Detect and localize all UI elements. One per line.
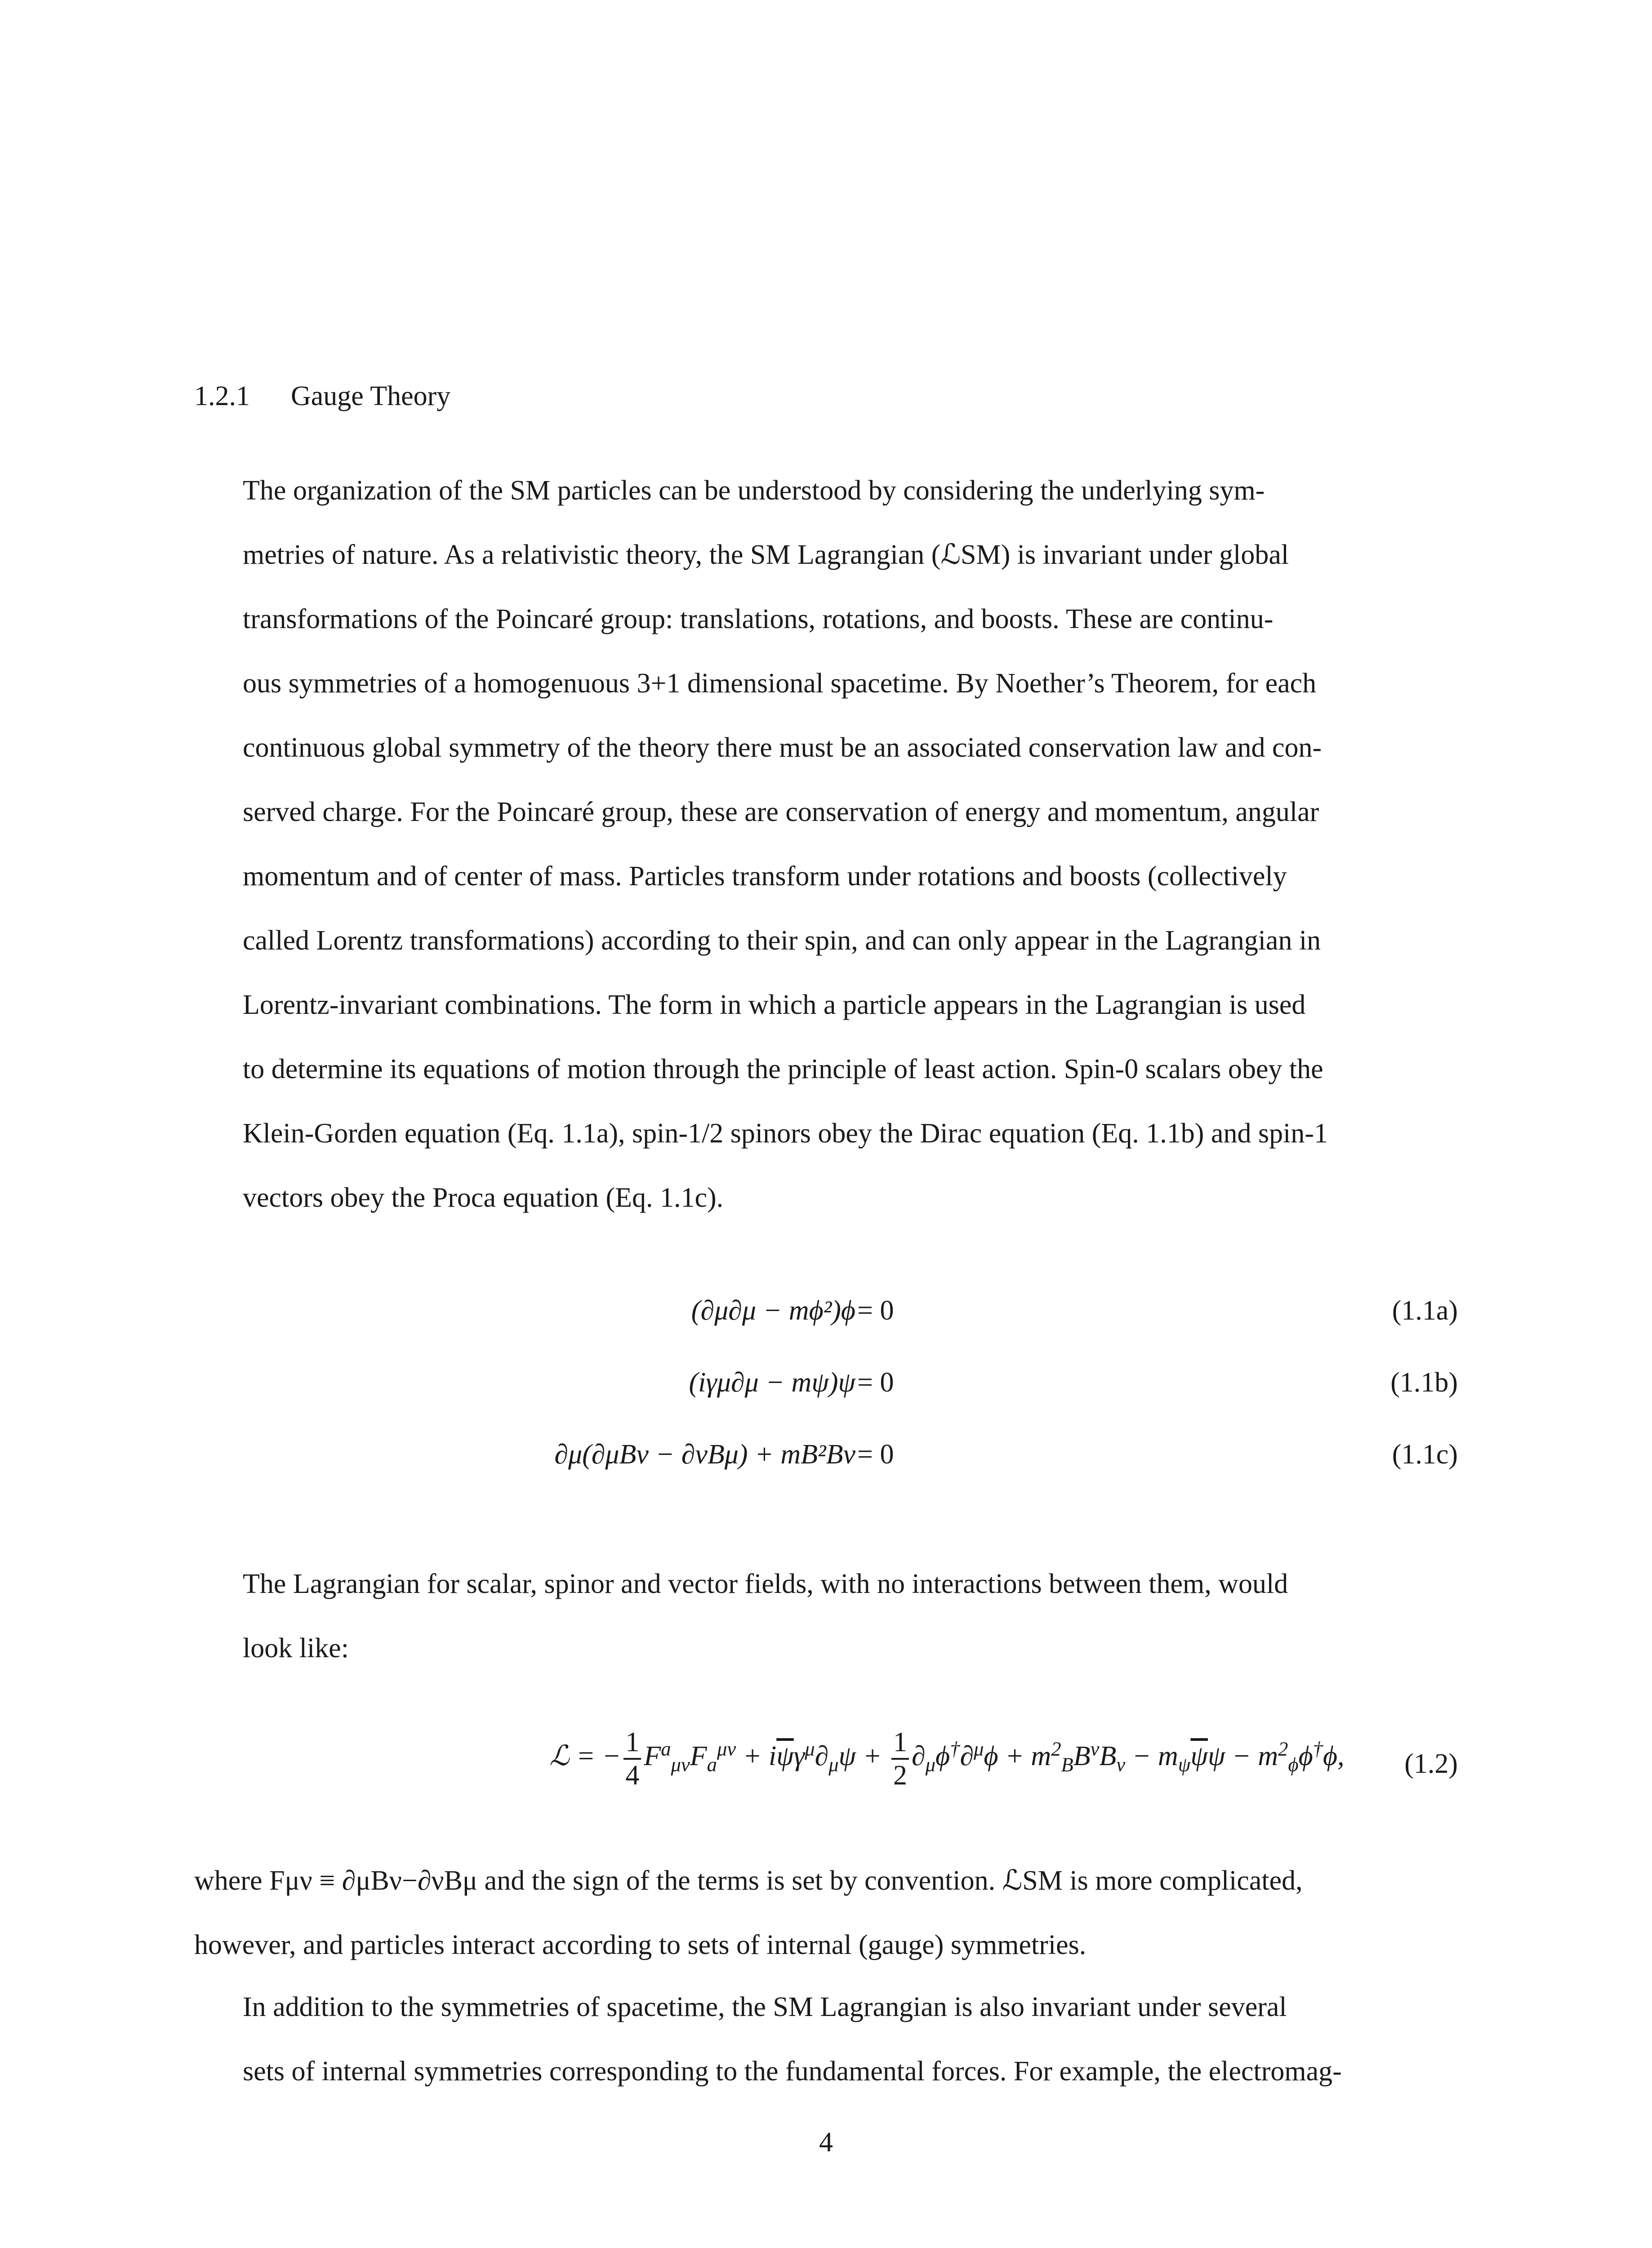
equation-lhs: (∂μ∂μ − mϕ²)ϕ (691, 1295, 855, 1326)
text-line: however, and particles interact according to sets of internal (gauge) symmetries. (194, 1930, 1086, 1960)
text-line: vectors obey the Proca equation (Eq. 1.1c). (243, 1182, 724, 1213)
text-line: The Lagrangian for scalar, spinor and vector fields, with no interactions between them, would (243, 1569, 1288, 1599)
equation-rhs: = 0 (857, 1439, 894, 1470)
text-line: metries of nature. As a relativistic theory, the SM Lagrangian (ℒSM) is invariant under global (243, 540, 1289, 570)
section-number: 1.2.1 (194, 381, 250, 411)
section-title: Gauge Theory (291, 381, 451, 411)
equation-rhs: = 0 (857, 1367, 894, 1398)
paragraph-poincare-symmetry (194, 459, 1458, 1230)
text-line: In addition to the symmetries of spacetime, the SM Lagrangian is also invariant under several (243, 1992, 1287, 2022)
text-line: momentum and of center of mass. Particles transform under rotations and boosts (collectively (243, 861, 1287, 892)
text-line: served charge. For the Poincaré group, these are conservation of energy and momentum, angular (243, 797, 1319, 827)
equation-dirac (194, 1367, 1458, 1412)
equation-number: (1.2) (1404, 1748, 1458, 1779)
equation-lhs: ∂μ(∂μBν − ∂νBμ) + mB²Bν (554, 1439, 855, 1470)
paragraph-field-strength (194, 1849, 1458, 1977)
text-line: continuous global symmetry of the theory there must be an associated conservation law and con- (243, 732, 1322, 763)
paragraph-internal-symmetries (194, 1975, 1458, 2104)
equation-rhs: = 0 (857, 1295, 894, 1326)
text-line: called Lorentz transformations) according to their spin, and can only appear in the Lagrangian in (243, 925, 1321, 956)
text-line: transformations of the Poincaré group: translations, rotations, and boosts. These are continu- (243, 604, 1274, 634)
text-line: look like: (243, 1633, 349, 1664)
text-line: The organization of the SM particles can be understood by considering the underlying sym- (243, 475, 1265, 506)
text-line: to determine its equations of motion through the principle of least action. Spin-0 scalars obey the (243, 1054, 1323, 1084)
equation-klein-gordon (194, 1295, 1458, 1340)
equation-number: (1.1a) (1392, 1295, 1458, 1326)
text-line: Lorentz-invariant combinations. The form in which a particle appears in the Lagrangian is used (243, 990, 1306, 1020)
paragraph-free-lagrangian (194, 1552, 1458, 1681)
section-heading (194, 382, 450, 410)
page-number: 4 (819, 2127, 833, 2158)
equation-proca (194, 1439, 1458, 1484)
text-line: ous symmetries of a homogenuous 3+1 dimensional spacetime. By Noether’s Theorem, for each (243, 668, 1317, 699)
text-line: Klein-Gorden equation (Eq. 1.1a), spin-1/2 spinors obey the Dirac equation (Eq. 1.1b) and spin-1 (243, 1118, 1328, 1149)
text-line: where Fμν ≡ ∂μBν−∂νBμ and the sign of the terms is set by convention. ℒSM is more complicated, (194, 1865, 1303, 1896)
equation-expression: ℒ = − $\frac{1}{4}$ $F^a_{\mu\nu}F_a^{\mu\nu} + i\overline{\psi}\gamma^\mu\partial_\mu\psi$ + $\frac{1}{2}$ $\partial_\mu\phi^\dagger\partial^\mu\phi + m^2_BB^\nu B_\nu - m_\psi\overline{\psi}\psi - m^2_\phi\phi^\dagger\phi$, (549, 1727, 1345, 1791)
text-line: sets of internal symmetries corresponding to the fundamental forces. For example, the electromag- (243, 2056, 1342, 2087)
equation-number: (1.1b) (1390, 1367, 1458, 1398)
equation-lhs: (iγμ∂μ − mψ)ψ (689, 1367, 855, 1398)
equation-number: (1.1c) (1392, 1439, 1458, 1470)
equation-free-lagrangian (194, 1726, 1458, 1803)
